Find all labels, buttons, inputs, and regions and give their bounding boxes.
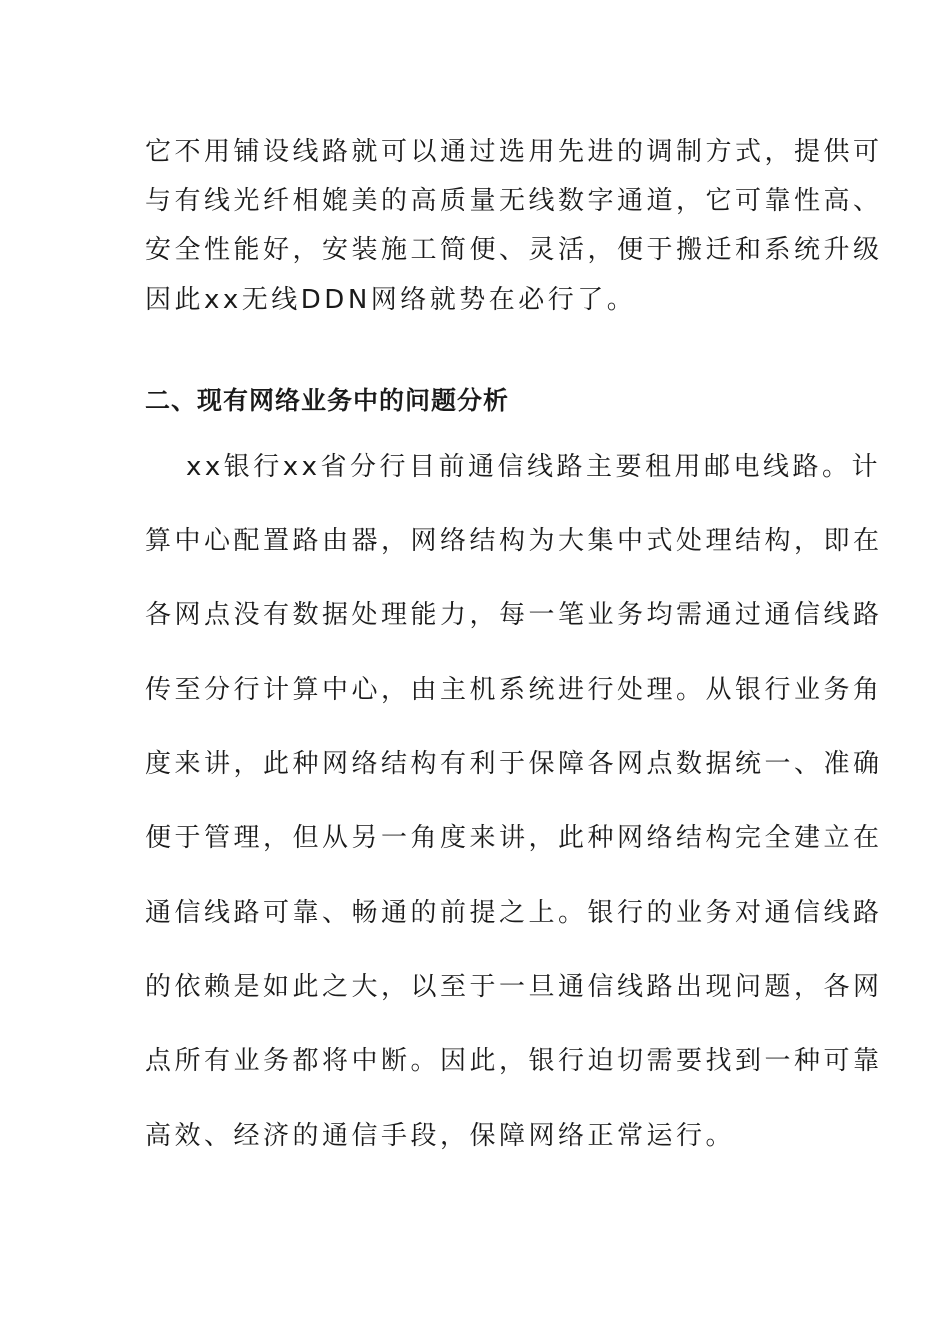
paragraph2-line-5: 度来讲，此种网络结构有利于保障各网点数据统一、准确 [145,749,883,779]
paragraph2-line-4: 传至分行计算中心，由主机系统进行处理。从银行业务角 [145,675,883,705]
paragraph1-line-3: 安全性能好，安装施工简便、灵活，便于搬迁和系统升级 [145,235,883,265]
paragraph2-line-1: xx银行xx省分行目前通信线路主要租用邮电线路。计 [186,452,882,482]
paragraph2-line-3: 各网点没有数据处理能力，每一笔业务均需通过通信线路 [145,600,883,630]
paragraph2-line-2: 算中心配置路由器，网络结构为大集中式处理结构，即在 [145,526,883,556]
paragraph2-line-9: 点所有业务都将中断。因此，银行迫切需要找到一种可靠 [145,1046,883,1076]
paragraph2-line-6: 便于管理，但从另一角度来讲，此种网络结构完全建立在 [145,823,883,853]
paragraph2-line-10: 高效、经济的通信手段，保障网络正常运行。 [145,1121,736,1151]
paragraph1-line-2: 与有线光纤相媲美的高质量无线数字通道，它可靠性高、 [145,186,883,216]
paragraph2-line-8: 的依赖是如此之大，以至于一旦通信线路出现问题，各网 [145,972,883,1002]
paragraph2-line-7: 通信线路可靠、畅通的前提之上。银行的业务对通信线路 [145,898,883,928]
section-heading: 二、现有网络业务中的问题分析 [145,386,510,415]
paragraph1-line-4: 因此xx无线DDN网络就势在必行了。 [145,285,637,315]
paragraph1-line-1: 它不用铺设线路就可以通过选用先进的调制方式，提供可 [145,137,883,167]
